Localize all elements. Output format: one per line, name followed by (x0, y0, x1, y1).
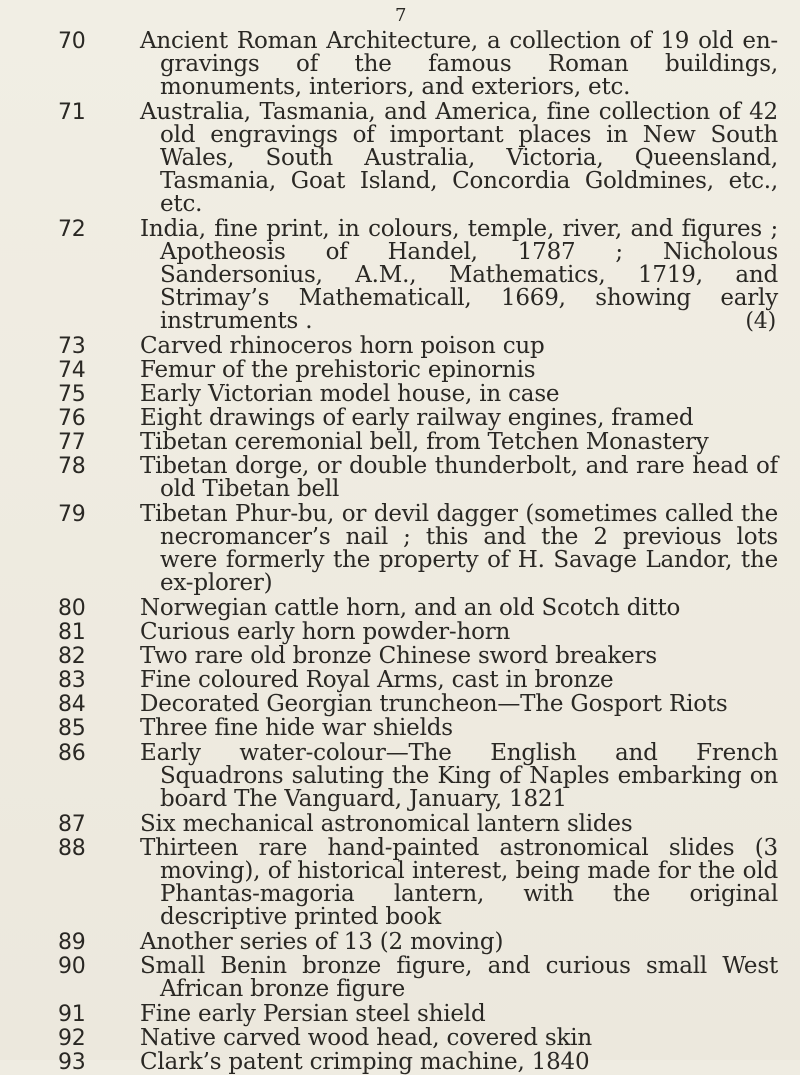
lot-description: Early water-colour—The English and French Squadrons saluting the King of Naples embarking on board The Vanguard, January, 1821 (140, 740, 778, 812)
catalogue-lot (0, 621, 800, 644)
lot-description: Fine early Persian steel shield (140, 1001, 486, 1027)
lot-description: Carved rhinoceros horn poison cup (140, 333, 545, 359)
lot-description: Tibetan dorge, or double thunderbolt, and rare head of old Tibetan bell (140, 453, 778, 502)
lot-number: 92 (58, 1026, 86, 1051)
lot-number: 75 (58, 382, 86, 407)
catalogue-lot (0, 407, 800, 430)
lot-description: Decorated Georgian truncheon—The Gosport Riots (140, 691, 728, 717)
lot-description: Australia, Tasmania, and America, fine collection of 42 old engravings of important places in New South Wales, South Australia, Victoria, Queensland, Tasmania, Goat Island, Concordia Goldmines, etc., etc. (140, 99, 778, 217)
lot-number: 74 (58, 358, 86, 383)
lot-description: Norwegian cattle horn, and an old Scotch ditto (140, 595, 681, 621)
catalogue-lot (0, 503, 800, 595)
lot-number: 87 (58, 812, 86, 837)
catalogue-lot (0, 837, 800, 929)
catalogue-lot (0, 955, 800, 1001)
catalogue-lot (0, 455, 800, 501)
catalogue-lot (0, 1051, 800, 1074)
lot-number: 90 (58, 954, 86, 979)
lot-number: 93 (58, 1050, 86, 1075)
lot-number: 79 (58, 502, 86, 527)
lot-description: India, fine print, in colours, temple, river, and figures ; Apotheosis of Handel, 1787 ; Nicholous Sandersonius, A.M., Mathematics, 1719, and Strimay’s Mathematicall, 1669, showing early instruments . (140, 216, 778, 334)
lot-description: Femur of the prehistoric epinornis (140, 357, 536, 383)
catalogue-lot (0, 597, 800, 620)
catalogue-lot (0, 693, 800, 716)
catalogue-lot (0, 931, 800, 954)
lot-quantity: (4) (745, 309, 776, 334)
catalogue-lot (0, 218, 800, 333)
lot-number: 84 (58, 692, 86, 717)
lot-description: Fine coloured Royal Arms, cast in bronze (140, 667, 614, 693)
lot-number: 83 (58, 668, 86, 693)
lot-description: Three fine hide war shields (140, 715, 453, 741)
lot-number: 85 (58, 716, 86, 741)
catalogue-lot (0, 1027, 800, 1050)
catalogue-lot (0, 742, 800, 811)
lot-description: Curious early horn powder-horn (140, 619, 511, 645)
catalogue-lot (0, 1003, 800, 1026)
lot-number: 82 (58, 644, 86, 669)
lot-number: 91 (58, 1002, 86, 1027)
catalogue-lot (0, 383, 800, 406)
catalogue-lot (0, 717, 800, 740)
lot-number: 88 (58, 836, 86, 861)
lot-number: 72 (58, 217, 86, 242)
lot-number: 77 (58, 430, 86, 455)
catalogue-lot (0, 669, 800, 692)
catalogue-lot (0, 431, 800, 454)
lot-number: 73 (58, 334, 86, 359)
lot-description: Six mechanical astronomical lantern slides (140, 811, 633, 837)
lot-description: Two rare old bronze Chinese sword breakers (140, 643, 657, 669)
lot-number: 89 (58, 930, 86, 955)
lot-description: Tibetan Phur-bu, or devil dagger (sometimes called the necromancer’s nail ; this and the 2 previous lots were formerly the property of H. Savage Landor, the ex-plorer) (140, 501, 778, 596)
lot-description: Eight drawings of early railway engines, framed (140, 405, 694, 431)
lot-description: Small Benin bronze figure, and curious small West African bronze figure (140, 953, 778, 1002)
catalogue-lot (0, 813, 800, 836)
lot-description: Clark’s patent crimping machine, 1840 (140, 1049, 590, 1075)
catalogue-lot (0, 359, 800, 382)
lot-number: 70 (58, 29, 86, 54)
lot-description: Ancient Roman Architecture, a collection of 19 old en-gravings of the famous Roman buildings, monuments, interiors, and exteriors, etc. (140, 28, 778, 100)
catalogue-lot (0, 30, 800, 99)
lot-number: 78 (58, 454, 86, 479)
lot-number: 81 (58, 620, 86, 645)
lot-description: Tibetan ceremonial bell, from Tetchen Monastery (140, 429, 709, 455)
lot-number: 76 (58, 406, 86, 431)
catalogue-lot (0, 101, 800, 216)
lot-description: Native carved wood head, covered skin (140, 1025, 592, 1051)
page-number: 7 (395, 5, 407, 26)
lot-list (0, 30, 800, 1074)
lot-description: Early Victorian model house, in case (140, 381, 560, 407)
lot-description: Thirteen rare hand-painted astronomical slides (3 moving), of historical interest, being made for the old Phantas-magoria lantern, with the original descriptive printed book (140, 835, 778, 930)
lot-description: Another series of 13 (2 moving) (140, 929, 504, 955)
lot-number: 80 (58, 596, 86, 621)
catalogue-lot (0, 645, 800, 668)
lot-number: 86 (58, 741, 86, 766)
lot-number: 71 (58, 100, 86, 125)
catalogue-lot (0, 335, 800, 358)
